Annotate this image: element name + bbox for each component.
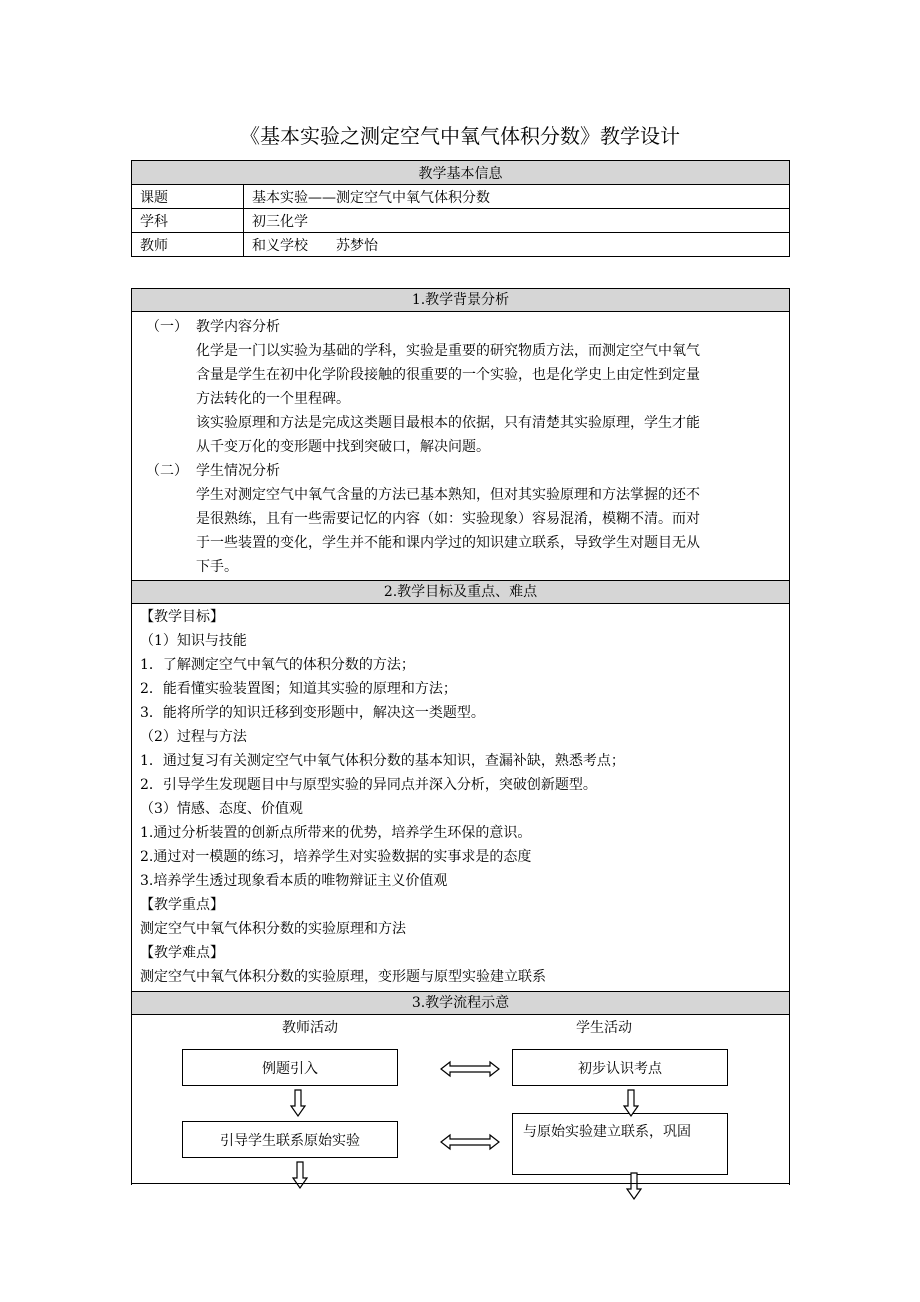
key-point-heading: 【教学重点】 xyxy=(140,897,224,913)
paragraph-line: 化学是一门以实验为基础的学科，实验是重要的研究物质方法，而测定空气中氧气 xyxy=(196,343,700,359)
teacher-step-1: 例题引入 xyxy=(182,1049,398,1086)
bidirectional-arrow-icon xyxy=(440,1061,500,1077)
paragraph-line: 含量是学生在初中化学阶段接触的很重要的一个实验，也是化学史上由定性到定量 xyxy=(196,367,700,383)
list-item: 3．能将所学的知识迁移到变形题中，解决这一类题型。 xyxy=(140,705,485,721)
student-step-2: 与原始实验建立联系，巩固 xyxy=(512,1113,728,1175)
list-item: 2.通过对一模题的练习，培养学生对实验数据的实事求是的态度 xyxy=(140,849,532,865)
key-point-text: 测定空气中氧气体积分数的实验原理和方法 xyxy=(140,921,406,937)
teaching-design-box xyxy=(131,288,790,1185)
paragraph-line: 从千变万化的变形题中找到突破口，解决问题。 xyxy=(196,439,490,455)
info-value-topic: 基本实验——测定空气中氧气体积分数 xyxy=(244,185,790,209)
section1-header: 1.教学背景分析 xyxy=(132,288,789,312)
table-row xyxy=(132,209,790,233)
down-arrow-icon xyxy=(623,1089,639,1117)
teacher-step-2: 引导学生联系原始实验 xyxy=(182,1121,398,1158)
difficulty-heading: 【教学难点】 xyxy=(140,945,224,961)
down-arrow-icon xyxy=(290,1089,306,1117)
sub2-title: 学生情况分析 xyxy=(196,463,280,479)
sub1-title: 教学内容分析 xyxy=(196,319,280,335)
paragraph-line: 是很熟练，且有一些需要记忆的内容（如：实验现象）容易混淆，模糊不清。而对 xyxy=(196,511,700,527)
table-row xyxy=(132,233,790,257)
info-key-subject: 学科 xyxy=(132,209,244,233)
goal-subheading: （2）过程与方法 xyxy=(140,729,247,745)
bidirectional-arrow-icon xyxy=(440,1134,500,1150)
goal-subheading: （1）知识与技能 xyxy=(140,633,247,649)
sub2-number: （二） xyxy=(146,463,188,479)
paragraph-line: 该实验原理和方法是完成这类题目最根本的依据，只有清楚其实验原理，学生才能 xyxy=(196,415,700,431)
info-key-teacher: 教师 xyxy=(132,233,244,257)
paragraph-line: 学生对测定空气中氧气含量的方法已基本熟知，但对其实验原理和方法掌握的还不 xyxy=(196,487,700,503)
list-item: 1．通过复习有关测定空气中氧气体积分数的基本知识，查漏补缺，熟悉考点； xyxy=(140,753,625,769)
paragraph-line: 下手。 xyxy=(196,559,238,575)
teacher-activity-label: 教师活动 xyxy=(282,1020,338,1036)
box-bottom-border xyxy=(131,1183,790,1184)
difficulty-text: 测定空气中氧气体积分数的实验原理，变形题与原型实验建立联系 xyxy=(140,969,546,985)
paragraph-line: 于一些装置的变化，学生并不能和课内学过的知识建立联系，导致学生对题目无从 xyxy=(196,535,700,551)
goal-subheading: （3）情感、态度、价值观 xyxy=(140,801,303,817)
table-row xyxy=(132,185,790,209)
document-title: 《基本实验之测定空气中氧气体积分数》教学设计 xyxy=(240,124,680,148)
list-item: 1．了解测定空气中氧气的体积分数的方法； xyxy=(140,657,415,673)
goal-heading: 【教学目标】 xyxy=(140,609,224,625)
section2-header: 2.教学目标及重点、难点 xyxy=(132,580,789,604)
list-item: 1.通过分析装置的创新点所带来的优势，培养学生环保的意识。 xyxy=(140,825,532,841)
basic-info-table xyxy=(131,160,790,257)
list-item: 3.培养学生透过现象看本质的唯物辩证主义价值观 xyxy=(140,873,448,889)
section3-header: 3.教学流程示意 xyxy=(132,991,789,1015)
basic-info-header: 教学基本信息 xyxy=(132,161,790,185)
info-value-teacher: 和义学校 苏梦怡 xyxy=(244,233,790,257)
info-key-topic: 课题 xyxy=(132,185,244,209)
sub1-number: （一） xyxy=(146,319,188,335)
list-item: 2．能看懂实验装置图；知道其实验的原理和方法； xyxy=(140,681,457,697)
student-activity-label: 学生活动 xyxy=(576,1020,632,1036)
list-item: 2．引导学生发现题目中与原型实验的异同点并深入分析，突破创新题型。 xyxy=(140,777,597,793)
info-value-subject: 初三化学 xyxy=(244,209,790,233)
down-arrow-icon xyxy=(292,1161,308,1189)
down-arrow-icon xyxy=(626,1172,642,1200)
paragraph-line: 方法转化的一个里程碑。 xyxy=(196,391,350,407)
student-step-1: 初步认识考点 xyxy=(512,1049,728,1086)
